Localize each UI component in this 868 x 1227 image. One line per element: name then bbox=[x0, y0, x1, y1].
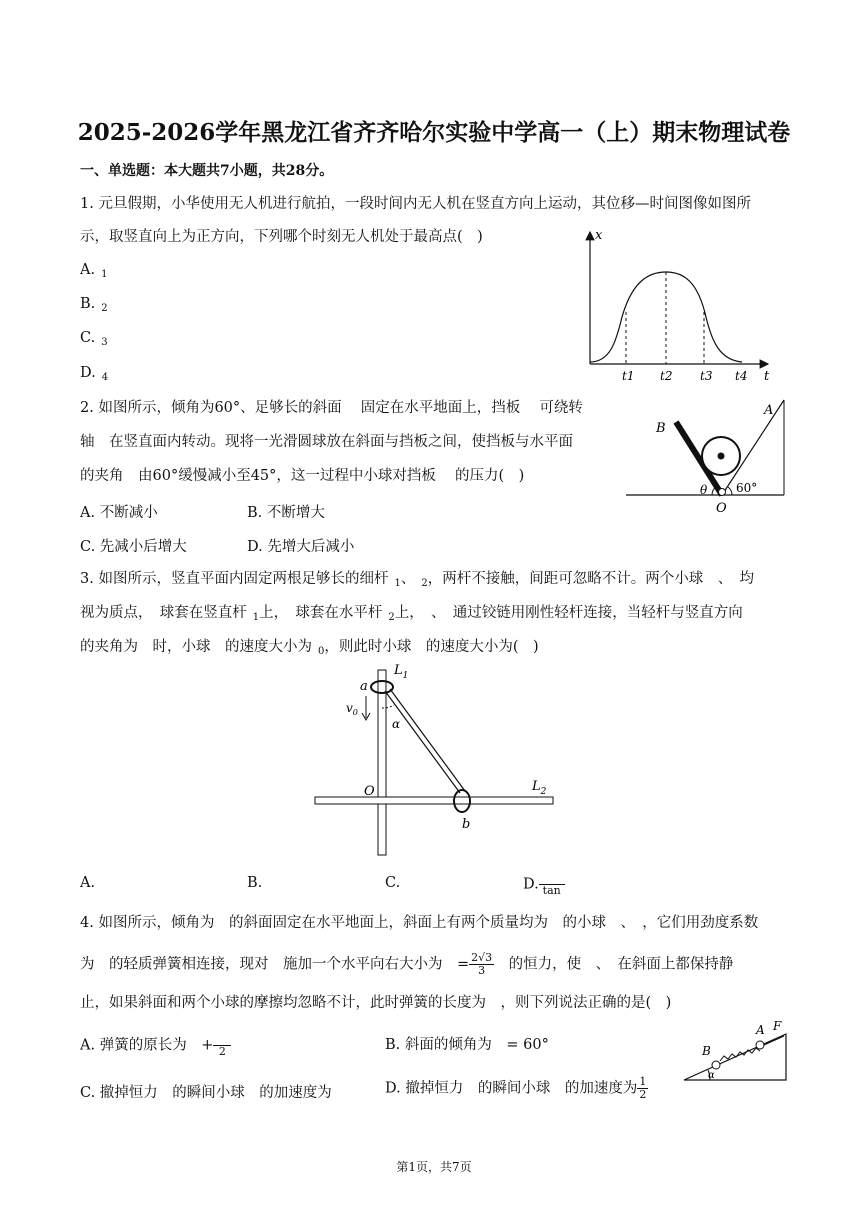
sixty-arc bbox=[728, 487, 732, 495]
q1-xt-graph bbox=[580, 222, 780, 387]
q4-option-a[interactable]: A. 弹簧的原长为 + 2 bbox=[80, 1033, 231, 1058]
q3-option-a[interactable]: A. bbox=[80, 875, 96, 891]
q2-figure bbox=[620, 392, 790, 517]
label-o: O bbox=[716, 501, 727, 516]
label-v0: $v_0$ bbox=[346, 701, 358, 717]
label-60deg: 60° bbox=[736, 481, 758, 495]
q3-option-c[interactable]: C. bbox=[385, 875, 401, 891]
t4-label: t4 bbox=[735, 369, 748, 383]
q1-line2: 示，取竖直向上为正方向，下列哪个时刻无人机处于最高点( ) bbox=[80, 229, 483, 245]
q1-option-b[interactable]: B. $_2$ bbox=[80, 296, 108, 314]
y-axis-label: x bbox=[595, 228, 603, 243]
t3-label: t3 bbox=[700, 369, 713, 383]
q4-line2: 为 的轻质弹簧相连接，现对 施加一个水平向右大小为 = $\frac{2√3}{3}$ 的恒力，使 、 在斜面上都保持静 bbox=[80, 951, 734, 977]
q2-line3: 的夹角 由60°缓慢减小至45°，这一过程中小球对挡板 的压力( ) bbox=[80, 468, 525, 484]
q4-line3: 止，如果斜面和两个小球的摩擦均忽略不计，此时弹簧的长度为 ，则下列说法正确的是( ) bbox=[80, 995, 672, 1011]
q1-option-a[interactable]: A. $_1$ bbox=[80, 262, 108, 280]
q2-option-b[interactable]: B. 不断增大 bbox=[247, 505, 325, 521]
label-o: O bbox=[364, 784, 375, 799]
q4-option-c[interactable]: C. 撤掉恒力 的瞬间小球 的加速度为 bbox=[80, 1085, 332, 1101]
label-a: A bbox=[756, 1023, 765, 1037]
q1-option-c[interactable]: C. $_3$ bbox=[80, 330, 108, 348]
q3-line1: 3. 如图所示，竖直平面内固定两根足够长的细杆 $_1$、 $_2$，两杆不接触，间距可忽略不计。两个小球 、 均 bbox=[80, 571, 754, 589]
light-rod-1 bbox=[385, 691, 460, 793]
label-b: b bbox=[462, 817, 471, 832]
q2-line2: 轴 在竖直面内转动。现将一光滑圆球放在斜面与挡板之间，使挡板与水平面 bbox=[80, 434, 573, 450]
label-l2: $L_2$ bbox=[532, 779, 547, 797]
q1-option-d[interactable]: D. $_4$ bbox=[80, 365, 109, 383]
q4-line1: 4. 如图所示，倾角为 的斜面固定在水平地面上，斜面上有两个质量均为 的小球 、 ，它们用劲度系数 bbox=[80, 915, 759, 931]
label-alpha: α bbox=[392, 717, 401, 731]
q4-option-b[interactable]: B. 斜面的倾角为 = 60° bbox=[385, 1037, 549, 1053]
t1-label: t1 bbox=[622, 369, 635, 383]
q3-line2: 视为质点， 球套在竖直杆 $_1$上， 球套在水平杆 $_2$上， 、 通过铰链用刚性轻杆连接，当轻杆与竖直方向 bbox=[80, 605, 743, 623]
label-f: F bbox=[773, 1019, 782, 1033]
q3-option-d[interactable]: D. tan bbox=[523, 872, 565, 897]
page-footer: 第1页，共7页 bbox=[396, 1160, 472, 1174]
label-b: B bbox=[702, 1044, 711, 1058]
q2-option-a[interactable]: A. 不断减小 bbox=[80, 505, 158, 521]
q3-figure bbox=[310, 660, 570, 860]
light-rod-2 bbox=[390, 689, 465, 791]
page-title: 2025-2026学年黑龙江省齐齐哈尔实验中学高一（上）期末物理试卷 bbox=[77, 119, 791, 146]
ball-a bbox=[756, 1041, 764, 1049]
label-l1: $L_1$ bbox=[394, 663, 409, 681]
q1-line1: 1. 元旦假期，小华使用无人机进行航拍，一段时间内无人机在竖直方向上运动，其位移—时间图像如图所 bbox=[80, 196, 751, 212]
incline bbox=[684, 1034, 786, 1080]
q4-option-d[interactable]: D. 撤掉恒力 的瞬间小球 的加速度为 $\frac{1}{2}$ bbox=[385, 1075, 647, 1101]
ball-center bbox=[718, 453, 725, 460]
section-heading: 一、单选题：本大题共7小题，共28分。 bbox=[80, 163, 334, 179]
label-alpha: α bbox=[708, 1070, 715, 1081]
label-b: B bbox=[656, 421, 666, 436]
q3-option-b[interactable]: B. bbox=[247, 875, 263, 891]
ball-b bbox=[712, 1061, 720, 1069]
pivot-o bbox=[719, 489, 726, 496]
q2-line1: 2. 如图所示，倾角为60°、足够长的斜面 固定在水平地面上，挡板 可绕转 bbox=[80, 400, 583, 416]
vertical-rod bbox=[378, 670, 386, 855]
label-a: A bbox=[764, 403, 774, 418]
q4-figure bbox=[680, 1012, 792, 1084]
horizontal-rod bbox=[315, 797, 553, 804]
label-a: a bbox=[360, 679, 368, 694]
q2-option-c[interactable]: C. 先减小后增大 bbox=[80, 539, 187, 555]
q3-line3: 的夹角为 时，小球 的速度大小为 $_0$，则此时小球 的速度大小为( ) bbox=[80, 639, 539, 657]
q2-option-d[interactable]: D. 先增大后减小 bbox=[247, 539, 355, 555]
force-arrow bbox=[764, 1036, 784, 1045]
label-theta: θ bbox=[700, 483, 708, 497]
t2-label: t2 bbox=[660, 369, 673, 383]
x-axis-label: t bbox=[764, 369, 770, 384]
